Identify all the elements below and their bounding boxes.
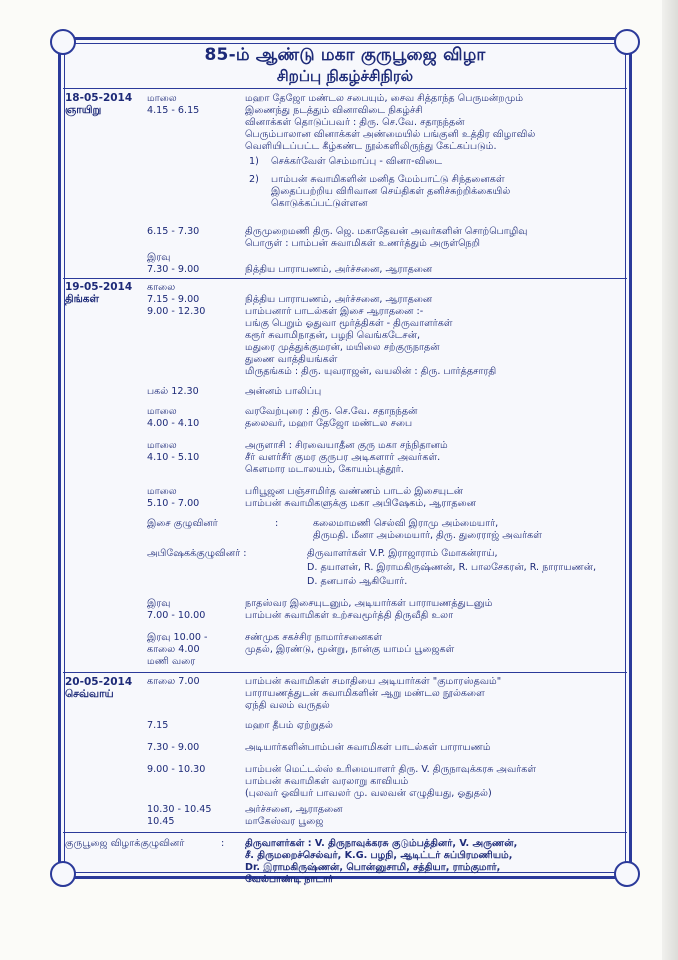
day1-s2-time: 6.15 - 7.30	[147, 226, 200, 237]
committee-line: சீ. திருமறைச்செல்வர், K.G. பழநி, ஆடிட்டர் சுப்பிரமணியம்,	[245, 850, 513, 861]
day3-s6-time: 10.45	[147, 816, 175, 827]
day3-s4-time: 9.00 - 10.30	[147, 764, 206, 775]
day2-s8-time: இரவு 10.00 -	[147, 632, 208, 643]
day2-s4-time: 4.00 - 4.10	[147, 418, 200, 429]
day2-s2-line: மதுரை முத்துக்குமரன், மயிலை சற்குருநாதன்	[245, 342, 440, 353]
day2-s2-line: பங்கு பெறும் ஓதுவா மூர்த்திகள் - திருவாளர்கள்	[245, 318, 453, 329]
day3-s3-time: 7.30 - 9.00	[147, 742, 200, 753]
day3-s5-text: அர்ச்சனை, ஆராதனை	[245, 804, 343, 815]
day2-s6-line: பரிபூஜன பஞ்சாமிர்த வண்ணம் பாடல் இசையுடன்	[245, 486, 464, 497]
abhishekam-group-line: D. தனபால் ஆகியோர்.	[307, 576, 408, 587]
music-group-line: கலைமாமணி செல்வி இராமு அம்மையார்,	[313, 518, 499, 529]
day2-s8-line: சண்முக சகச்சிர நாமார்சனைகள்	[245, 632, 383, 643]
day2-s1-text: நித்திய பாராயணம், அர்ச்சனை, ஆராதனை	[245, 294, 433, 305]
day2-s3-time: பகல் 12.30	[147, 386, 199, 397]
day1-s2-line: திருமுறைமணி திரு. ஜெ. மகாதேவன் அவர்களின் சொற்பொழிவு	[245, 226, 528, 237]
day2-s2-line: பாம்பனார் பாடல்கள் இசை ஆராதனை :-	[245, 306, 424, 317]
day2-s7-line: பாம்பன் சுவாமிகள் உற்சவமூர்த்தி திருவீதி உலா	[245, 610, 454, 621]
abhishekam-group-line: திருவாளர்கள் V.P. இராஜாராம் மோகன்ராய்,	[307, 548, 498, 559]
day3-s3-text: அடியார்களின்பாம்பன் சுவாமிகள் பாடல்கள் பாராயணம்	[245, 742, 491, 753]
label-colon: :	[275, 518, 279, 529]
music-group-label: இசை குழுவினர்	[147, 518, 218, 529]
list-item-text: பாம்பன் சுவாமிகளின் மனித மேம்பாட்டு சிந்தனைகள்	[271, 174, 505, 185]
page-right-edge	[662, 0, 678, 960]
day3-s4-line: பாம்பன் மெட்டல்ஸ் உரிமையாளர் திரு. V. திருநாவுக்கரசு அவர்கள்	[245, 764, 537, 775]
day-divider	[63, 672, 627, 673]
day2-s7-time-label: இரவு	[147, 598, 171, 609]
day1-date: 18-05-2014	[65, 92, 133, 104]
day2-s5-line: கௌமார மடாலயம், கோயம்புத்தூர்.	[245, 464, 404, 475]
list-item-text: இதைப்பற்றிய விரிவான செய்திகள் தனிச்சுற்றிக்கையில்	[271, 186, 511, 197]
day1-s3-time-label: இரவு	[147, 252, 171, 263]
day-divider	[63, 832, 627, 833]
committee-label: குருபூஜை விழாக்குழுவினர்	[65, 838, 185, 849]
day2-s2-line: துணை வாத்தியங்கள்	[245, 354, 338, 365]
list-item-text: செக்கர்வேள் செம்மாப்பு - வினா-விடை	[271, 156, 443, 167]
day3-date: 20-05-2014	[65, 676, 133, 688]
page-title: 85-ம் ஆண்டு மகா குருபூஜை விழா	[204, 45, 486, 65]
day1-s1-line: வெளியிடப்பட்ட கீழ்கண்ட நூல்களிலிருந்து கேட்கப்படும்.	[245, 141, 497, 152]
committee-line: வேல்பாண்டி நாடார்	[245, 874, 334, 885]
day3-s4-line: பாம்பன் சுவாமிகள் வரலாறு காவியம்	[245, 776, 409, 787]
day2-s6-line: பாம்பன் சுவாமிகளுக்கு மகா அபிஷேகம், ஆராதனை	[245, 498, 476, 509]
day3-s1-line: பாம்பன் சுவாமிகள் சமாதியை அடியார்கள் "குமாரஸ்தவம்"	[245, 676, 502, 687]
committee-line: Dr. இராமகிருஷ்ணன், பொன்னுசாமி, சத்தியா, ராம்குமார்,	[245, 862, 501, 873]
day2-s5-time-label: மாலை	[147, 440, 177, 451]
day2-s6-time: 5.10 - 7.00	[147, 498, 200, 509]
page-subtitle: சிறப்பு நிகழ்ச்சிநிரல்	[276, 67, 414, 85]
program-frame	[58, 37, 632, 885]
day2-date: 19-05-2014	[65, 281, 133, 293]
day3-s4-line: (புலவர் ஓவியர் பாவலர் மு. வலவன் எழுதியது, ஓதுதல்)	[245, 788, 492, 799]
day1-s3-time: 7.30 - 9.00	[147, 264, 200, 275]
day1-s1-line: பெரும்பாலான வினாக்கள் அண்மையில் பங்குனி உத்திர விழாவில்	[245, 129, 536, 140]
day3-day: செவ்வாய்	[65, 688, 114, 700]
label-colon: :	[221, 838, 225, 849]
list-number: 1)	[249, 156, 259, 167]
day-divider	[63, 278, 627, 279]
day2-s7-line: நாதஸ்வர இசையுடனும், அடியார்கள் பாராயணத்துடனும்	[245, 598, 493, 609]
list-item-text: கொடுக்கப்பட்டுள்ளன	[271, 198, 368, 209]
day2-s6-time-label: மாலை	[147, 486, 177, 497]
day2-s2-line: கரூர் சுவாமிநாதன், பழநி வெங்கடேசன்,	[245, 330, 421, 341]
committee-line: திருவாளர்கள் : V. திருநாவுக்கரசு குடும்பத்தினர், V. அருணன்,	[245, 838, 518, 849]
day1-s1-time: 4.15 - 6.15	[147, 105, 200, 116]
day2-s5-time: 4.10 - 5.10	[147, 452, 200, 463]
day2-s2-line: மிருதங்கம் : திரு. யுவராஜன், வயலின் : திரு. பார்த்தசாரதி	[245, 366, 497, 377]
day2-s5-line: அருளாசி : சிரவையாதீன குரு மகா சந்நிதானம்	[245, 440, 448, 451]
day3-s5-time: 10.30 - 10.45	[147, 804, 212, 815]
abhishekam-group-label: அபிஷேகக்குழுவினர் :	[147, 548, 247, 559]
day2-s5-line: சீர் வளர்சீர் குமர குருபர அடிகளார் அவர்கள்.	[245, 452, 441, 463]
abhishekam-group-line: D. தயாளன், R. இராமகிருஷ்ணன், R. பாலசேகரன், R. நாராயணன்,	[307, 562, 597, 573]
schedule-content	[61, 40, 629, 885]
day2-s8-time: காலை 4.00	[147, 644, 200, 655]
day1-s1-line: இணைந்து நடத்தும் வினாவிடை நிகழ்ச்சி	[245, 105, 423, 116]
day2-s4-line: வரவேற்புரை : திரு. செ.வே. சதாநந்தன்	[245, 406, 418, 417]
day2-s7-time: 7.00 - 10.00	[147, 610, 206, 621]
day1-s2-line: பொருள் : பாம்பன் சுவாமிகள் உணர்த்தும் அருள்நெறி	[245, 238, 480, 249]
day2-s8-line: முதல், இரண்டு, மூன்று, நான்கு யாமப் பூஜைகள்	[245, 644, 455, 655]
day3-s1-line: பாராயணத்துடன் சுவாமிகளின் ஆறு மண்டல நூல்களை	[245, 688, 485, 699]
day2-s1-time: 7.15 - 9.00	[147, 294, 200, 305]
day1-s1-time-label: மாலை	[147, 93, 177, 104]
day2-day: திங்கள்	[65, 293, 99, 305]
day2-s8-time: மணி வரை	[147, 656, 196, 667]
day1-day: ஞாயிறு	[65, 104, 102, 116]
day2-s4-line: தலைவர், மஹா தேஜோ மண்டல சபை	[245, 418, 413, 429]
day3-s2-text: மஹா தீபம் ஏற்றுதல்	[245, 720, 333, 731]
day1-s1-line: மஹா தேஜோ மண்டல சபையும், சைவ சித்தாந்த பெருமன்றமும்	[245, 93, 524, 104]
day2-s1-time-label: காலை	[147, 282, 176, 293]
day1-s3-text: நித்திய பாராயணம், அர்ச்சனை, ஆராதனை	[245, 264, 433, 275]
day2-s4-time-label: மாலை	[147, 406, 177, 417]
day3-s2-time: 7.15	[147, 720, 169, 731]
music-group-line: திருமதி. மீனா அம்மையார், திரு. துரைராஜ் அவர்கள்	[313, 530, 542, 541]
day2-s3-text: அன்னம் பாலிப்பு	[245, 386, 322, 397]
day1-s1-line: வினாக்கள் தொடுப்பவர் : திரு. செ.வே. சதாநந்தன்	[245, 117, 465, 128]
day2-s2-time: 9.00 - 12.30	[147, 306, 206, 317]
day3-s1-time: காலை 7.00	[147, 676, 200, 687]
day3-s1-line: ஏந்தி வலம் வருதல்	[245, 700, 330, 711]
list-number: 2)	[249, 174, 259, 185]
day3-s6-text: மாகேஸ்வர பூஜை	[245, 816, 324, 827]
